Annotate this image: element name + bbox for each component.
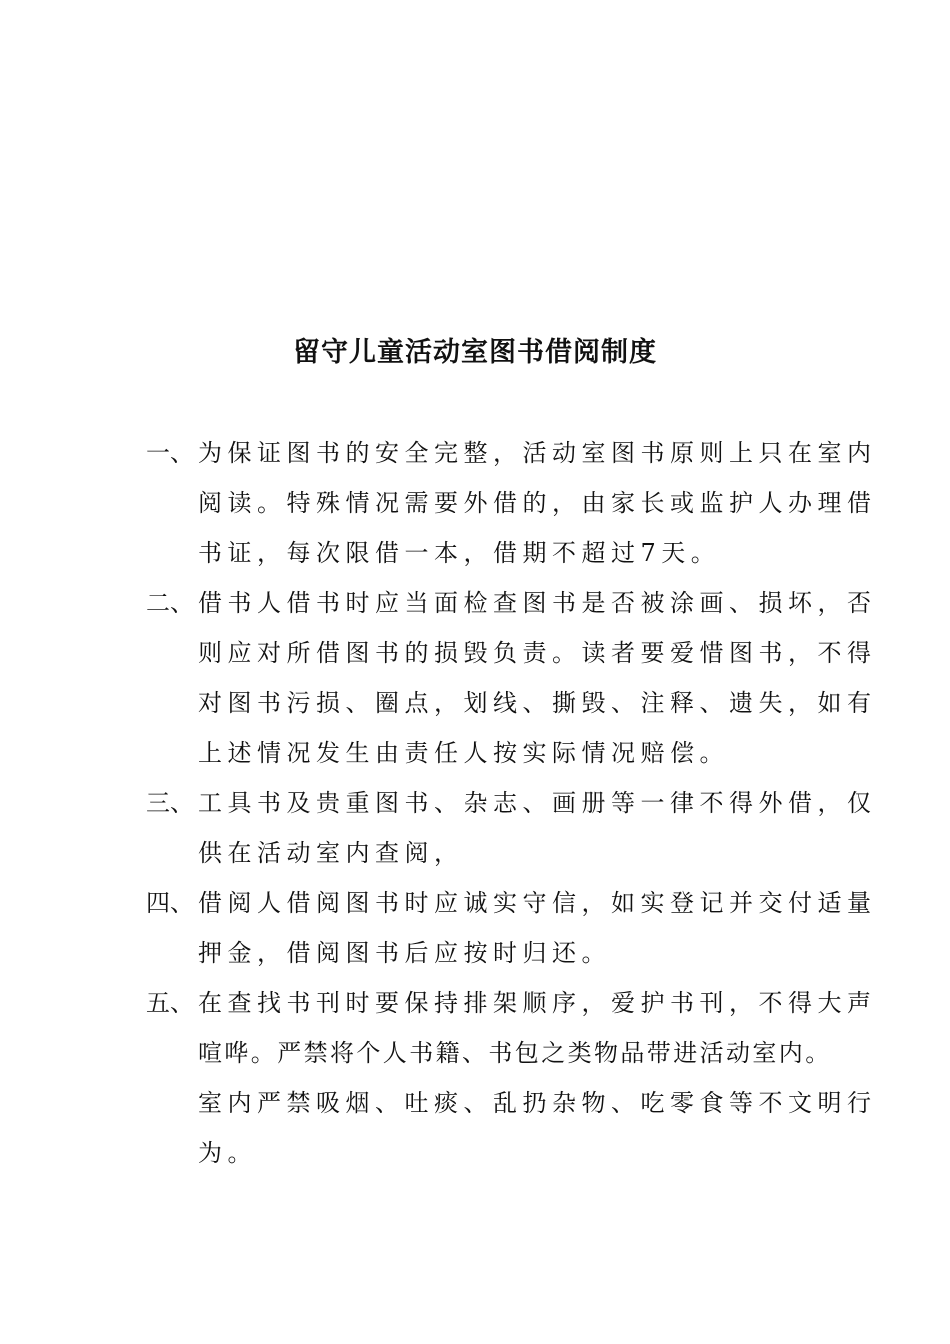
rule-text-line: 为。 [198,1139,257,1167]
rule-text-line: 在查找书刊时要保持排架顺序，爱护书刊，不得大声 [198,989,877,1017]
document-title: 留守儿童活动室图书借阅制度 [293,337,657,368]
rule-item-2 [146,578,877,778]
rule-item-3 [146,778,877,878]
rules-list [146,428,877,1178]
rule-text-line: 借阅人借阅图书时应诚实守信，如实登记并交付适量 [198,889,877,917]
rule-text [198,428,877,578]
rule-text-line: 押金，借阅图书后应按时归还。 [198,939,611,967]
rule-text-line: 工具书及贵重图书、杂志、画册等一律不得外借，仅 [198,789,877,817]
rule-text-line: 供在活动室内查阅， [198,839,464,867]
rule-number: 四、 [146,889,194,917]
rule-text-line: 喧哗。严禁将个人书籍、书包之类物品带进活动室内。 [198,1039,832,1067]
rule-text [198,778,877,878]
rule-text-line: 室内严禁吸烟、吐痰、乱扔杂物、吃零食等不文明行 [198,1089,877,1117]
rule-text-line: 上述情况发生由责任人按实际情况赔偿。 [198,739,729,767]
rule-text-line: 对图书污损、圈点，划线、撕毁、注释、遗失，如有 [198,689,877,717]
rule-number: 五、 [146,989,194,1017]
rule-text [198,978,877,1178]
rule-text-line: 则应对所借图书的损毁负责。读者要爱惜图书，不得 [198,639,877,667]
rule-number: 一、 [146,439,194,467]
rule-text-line: 阅读。特殊情况需要外借的，由家长或监护人办理借 [198,489,877,517]
rule-text-line: 为保证图书的安全完整，活动室图书原则上只在室内 [198,439,877,467]
rule-text [198,578,877,778]
rule-number: 二、 [146,589,194,617]
rule-text-line: 书证，每次限借一本，借期不超过7天。 [198,539,721,567]
rule-item-4 [146,878,877,978]
rule-item-5 [146,978,877,1178]
rule-text [198,878,877,978]
rule-text-line: 借书人借书时应当面检查图书是否被涂画、损坏，否 [198,589,877,617]
rule-number: 三、 [146,789,194,817]
rule-item-1 [146,428,877,578]
